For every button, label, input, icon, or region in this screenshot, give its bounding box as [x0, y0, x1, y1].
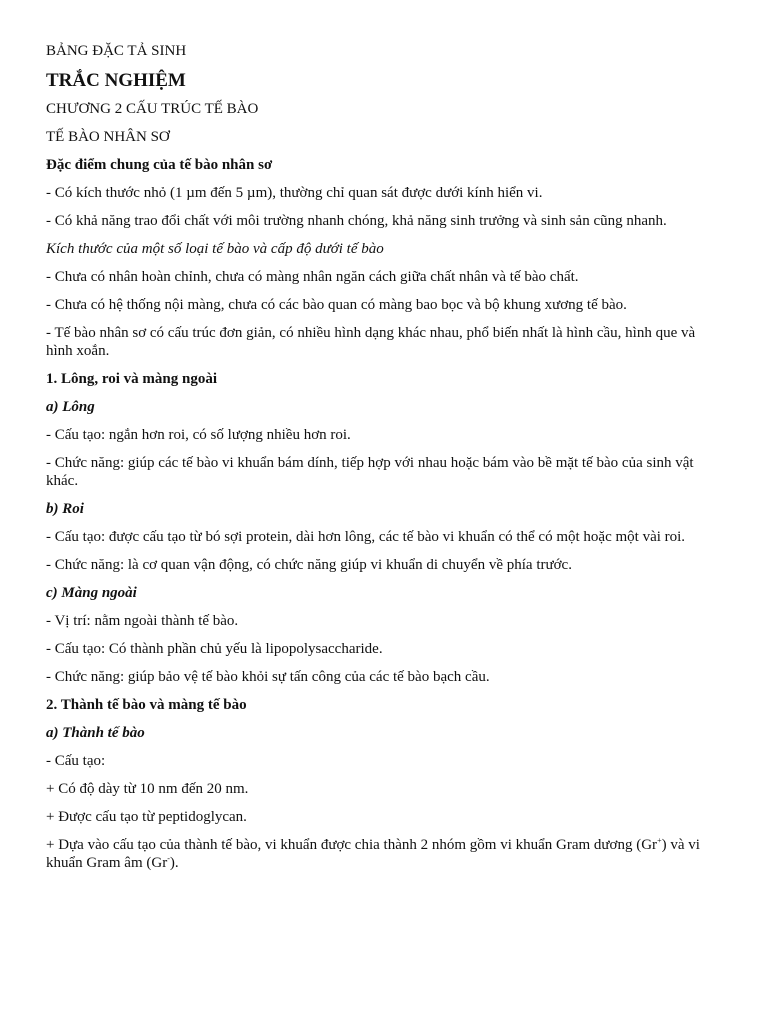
gram-negative-superscript: - [167, 854, 170, 863]
section1-c-paragraph-3: - Chức năng: giúp bảo vệ tế bào khỏi sự tấn công của các tế bào bạch cầu. [46, 669, 490, 685]
section1-b-paragraph-2: - Chức năng: là cơ quan vận động, có chức năng giúp vi khuẩn di chuyển về phía trước. [46, 557, 572, 573]
section1-heading: 1. Lông, roi và màng ngoài [46, 371, 217, 387]
section1-b-paragraph-1: - Cấu tạo: được cấu tạo từ bó sợi protein, dài hơn lông, các tế bào vi khuẩn có thể có một hoặc một vài roi. [46, 529, 686, 545]
general-paragraph-1: - Có kích thước nhỏ (1 µm đến 5 µm), thường chỉ quan sát được dưới kính hiển vi. [46, 185, 543, 201]
section2-paragraph-3: + Được cấu tạo từ peptidoglycan. [46, 809, 247, 825]
section2-heading: 2. Thành tế bào và màng tế bào [46, 697, 247, 713]
section2-p4-text-3: ). [169, 855, 179, 871]
section1-c-paragraph-1: - Vị trí: nằm ngoài thành tế bào. [46, 613, 239, 629]
section2-a-heading: a) Thành tế bào [46, 725, 145, 741]
top-label: BẢNG ĐẶC TẢ SINH [46, 43, 187, 59]
general-paragraph-5: - Tế bào nhân sơ có cấu trúc đơn giản, có nhiều hình dạng khác nhau, phổ biến nhất là hình cầu, hình que và hình xoắn. [46, 325, 696, 359]
chapter-title: CHƯƠNG 2 CẤU TRÚC TẾ BÀO [46, 101, 259, 117]
section1-c-heading: c) Màng ngoài [46, 585, 137, 601]
section2-paragraph-2: + Có độ dày từ 10 nm đến 20 nm. [46, 781, 249, 797]
section1-a-heading: a) Lông [46, 399, 95, 415]
section-title: TẾ BÀO NHÂN SƠ [46, 129, 170, 145]
section2-p4-text-2: ) và vi khuẩn Gram âm (Gr [46, 837, 700, 871]
general-paragraph-3: - Chưa có nhân hoàn chỉnh, chưa có màng nhân ngăn cách giữa chất nhân và tế bào chất. [46, 269, 579, 285]
main-title: TRẮC NGHIỆM [46, 70, 186, 91]
section1-a-paragraph-1: - Cấu tạo: ngắn hơn roi, có số lượng nhiều hơn roi. [46, 427, 351, 443]
general-paragraph-4: - Chưa có hệ thống nội màng, chưa có các bào quan có màng bao bọc và bộ khung xương tế bào. [46, 297, 627, 313]
section1-a-paragraph-2: - Chức năng: giúp các tế bào vi khuẩn bám dính, tiếp hợp với nhau hoặc bám vào bề mặt tế bào của sinh vật khác. [46, 455, 694, 489]
section2-p4-text-1: + Dựa vào cấu tạo của thành tế bào, vi khuẩn được chia thành 2 nhóm gồm vi khuẩn Gram dương (Gr [46, 837, 658, 853]
general-italic-note: Kích thước của một số loại tế bào và cấp độ dưới tế bào [46, 241, 384, 257]
general-heading: Đặc điểm chung của tế bào nhân sơ [46, 157, 273, 173]
section1-c-paragraph-2: - Cấu tạo: Có thành phần chủ yếu là lipopolysaccharide. [46, 641, 383, 657]
section2-paragraph-4 [46, 836, 722, 872]
section1-b-heading: b) Roi [46, 501, 84, 517]
section2-paragraph-1: - Cấu tạo: [46, 753, 106, 769]
gram-positive-superscript: + [657, 836, 662, 845]
general-paragraph-2: - Có khả năng trao đổi chất với môi trường nhanh chóng, khả năng sinh trưởng và sinh sản cũng nhanh. [46, 213, 667, 229]
